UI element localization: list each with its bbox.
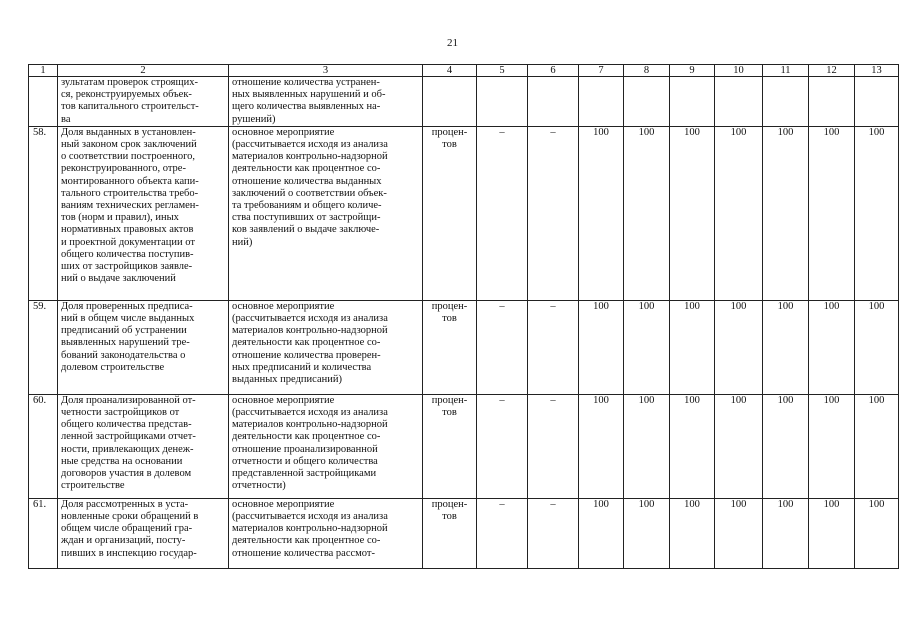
dash-cell: – [528,126,579,300]
unit-cell: процен- тов [423,126,477,300]
column-number: 4 [423,65,477,77]
value-cell: 100 [715,300,763,394]
dash-cell: – [477,126,528,300]
column-number: 2 [58,65,229,77]
value-cell: 100 [809,300,855,394]
header-row [29,65,899,77]
value-cell: 100 [715,394,763,498]
column-number: 6 [528,65,579,77]
column-number: 8 [624,65,670,77]
unit-cell: процен- тов [423,300,477,394]
value-cell: 100 [624,300,670,394]
column-number: 13 [855,65,899,77]
column-number: 3 [229,65,423,77]
indicator-name-cell: Доля проверенных предписа- ний в общем числе выданных предписаний об устранении выявленных нарушений тре- бований законодательства о долевом строительстве [58,300,229,394]
indicator-name-cell: зультатам проверок строящих- ся, реконструируемых объек- тов капитального строительст- ва [58,77,229,127]
indicator-name-cell: Доля проанализированной от- четности застройщиков от общего количества представ- ленной застройщиками отчет- ности, привлекающих денеж- ные средства на основании договоров участия в долевом строительстве [58,394,229,498]
value-cell: 100 [715,498,763,568]
value-cell: 100 [579,394,624,498]
empty-cell [579,77,624,127]
value-cell: 100 [624,394,670,498]
row-number-cell: 61. [29,498,58,568]
calculation-method-cell: основное мероприятие (рассчитывается исходя из анализа материалов контрольно-надзорной деятельности как процентное со- отношение проанализированной отчетности и общего количества представленной застройщиками отчетности) [229,394,423,498]
value-cell: 100 [670,126,715,300]
unit-cell: процен- тов [423,498,477,568]
table-row [29,126,899,300]
row-number-cell [29,77,58,127]
continuation-row [29,77,899,127]
row-number-cell: 59. [29,300,58,394]
column-number: 10 [715,65,763,77]
page-number: 21 [447,37,458,49]
table-row [29,394,899,498]
value-cell: 100 [763,300,809,394]
value-cell: 100 [855,394,899,498]
column-number: 12 [809,65,855,77]
empty-cell [423,77,477,127]
empty-cell [715,77,763,127]
empty-cell [477,77,528,127]
value-cell: 100 [579,126,624,300]
value-cell: 100 [809,394,855,498]
value-cell: 100 [855,300,899,394]
dash-cell: – [477,300,528,394]
empty-cell [763,77,809,127]
indicator-name-cell: Доля выданных в установлен- ный законом срок заключений о соответствии построенного, реконструированного, отре- монтированного объекта капи- тального строительства требо- ваниям технических регламен- тов (норм и правил), иных нормативных правовых актов и проектной документации от общего количества поступив- ших от застройщиков заявле- ний о выдаче заключений [58,126,229,300]
dash-cell: – [477,498,528,568]
value-cell: 100 [670,394,715,498]
calculation-method-cell: основное мероприятие (рассчитывается исходя из анализа материалов контрольно-надзорной деятельности как процентное со- отношение количества проверен- ных предписаний и количества выданных предписаний) [229,300,423,394]
column-number: 7 [579,65,624,77]
value-cell: 100 [624,498,670,568]
calculation-method-cell: основное мероприятие (рассчитывается исходя из анализа материалов контрольно-надзорной деятельности как процентное со- отношение количества выданных заключений о соответствии объек- та требованиям и общего количе- ства поступивших от застройщи- ков заявлений о выдаче заключе- ний) [229,126,423,300]
value-cell: 100 [763,394,809,498]
table-row [29,498,899,568]
empty-cell [670,77,715,127]
value-cell: 100 [670,498,715,568]
column-number: 5 [477,65,528,77]
value-cell: 100 [763,498,809,568]
table-row [29,300,899,394]
value-cell: 100 [855,126,899,300]
value-cell: 100 [715,126,763,300]
dash-cell: – [477,394,528,498]
unit-cell: процен- тов [423,394,477,498]
value-cell: 100 [670,300,715,394]
value-cell: 100 [809,126,855,300]
value-cell: 100 [855,498,899,568]
calculation-method-cell: основное мероприятие (рассчитывается исходя из анализа материалов контрольно-надзорной деятельности как процентное со- отношение количества рассмот- [229,498,423,568]
row-number-cell: 58. [29,126,58,300]
empty-cell [855,77,899,127]
dash-cell: – [528,300,579,394]
empty-cell [624,77,670,127]
value-cell: 100 [624,126,670,300]
indicator-name-cell: Доля рассмотренных в уста- новленные сроки обращений в общем числе обращений гра- ждан и организаций, посту- пивших в инспекцию государ- [58,498,229,568]
indicators-table [28,64,899,569]
column-number: 9 [670,65,715,77]
value-cell: 100 [579,300,624,394]
value-cell: 100 [809,498,855,568]
column-number: 11 [763,65,809,77]
dash-cell: – [528,394,579,498]
value-cell: 100 [763,126,809,300]
dash-cell: – [528,498,579,568]
column-number: 1 [29,65,58,77]
empty-cell [809,77,855,127]
value-cell: 100 [579,498,624,568]
empty-cell [528,77,579,127]
calculation-method-cell: отношение количества устранен- ных выявленных нарушений и об- щего количества выявленных на- рушений) [229,77,423,127]
row-number-cell: 60. [29,394,58,498]
